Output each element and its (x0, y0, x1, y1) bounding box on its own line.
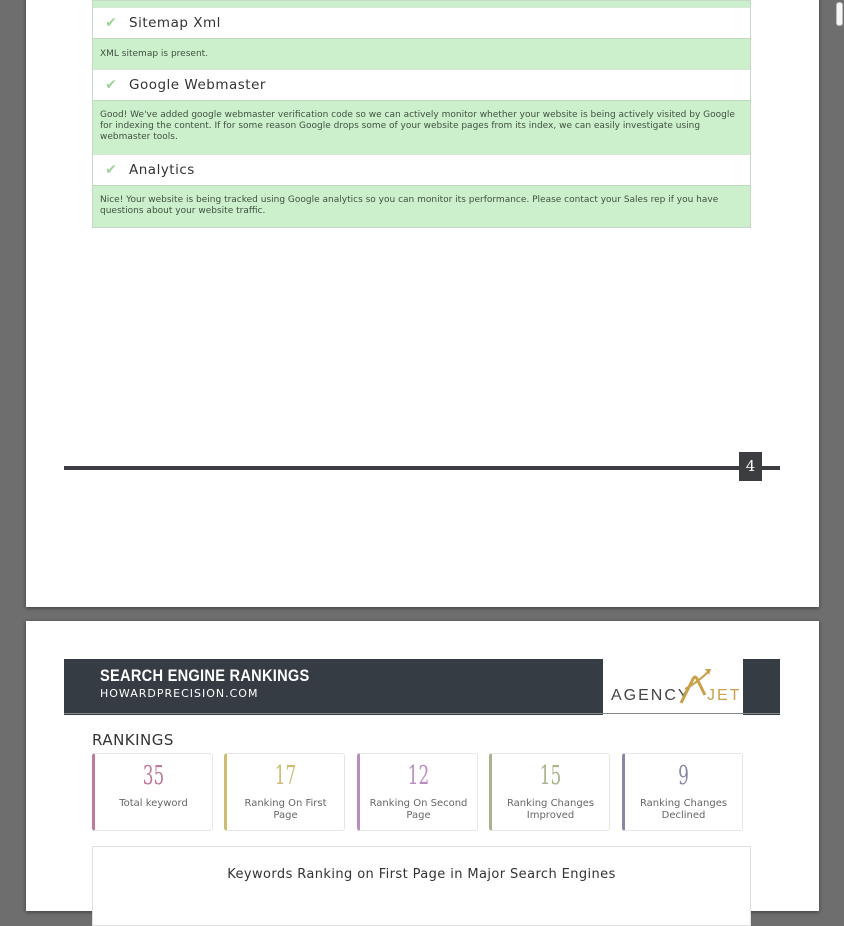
banner-title: SEARCH ENGINE RANKINGS (100, 666, 310, 685)
seo-checklist (92, 0, 751, 228)
stat-label: Ranking Changes Declined (639, 798, 728, 821)
check-label: Google Webmaster (129, 77, 266, 93)
agency-logo (600, 659, 746, 715)
check-row-google-webmaster (93, 69, 750, 100)
checkmark-icon: ✔ (105, 77, 117, 93)
banner-subtitle: HOWARDPRECISION.COM (100, 687, 259, 700)
check-description-text: Good! We've added google webmaster verification code so we can actively monitor whether your website is being actively visited by Google for indexing the content. If for some reason Google drops some of your website pages from its index, we can easily investigate using webmaster tools. (100, 110, 735, 142)
check-description (93, 185, 750, 227)
stat-value: 17 (274, 761, 297, 791)
banner-underline (64, 713, 780, 714)
report-page-4 (26, 0, 819, 607)
stat-card-second-page (357, 753, 478, 831)
stat-label: Ranking Changes Improved (506, 798, 595, 821)
stat-value: 35 (142, 761, 165, 791)
logo-text-jet: JET (707, 687, 742, 704)
checkmark-icon: ✔ (105, 162, 117, 178)
check-row-analytics (93, 154, 750, 185)
report-page-5 (26, 621, 819, 911)
check-row-sitemap (93, 7, 750, 38)
check-description-text: Nice! Your website is being tracked using Google analytics so you can monitor its performance. Please contact your Sales rep if you have questions about your website traffic. (100, 195, 719, 216)
check-description (93, 38, 750, 69)
check-description-text: XML sitemap is present. (100, 49, 209, 59)
page-footer-rule (64, 466, 780, 470)
stat-card-declined (622, 753, 743, 831)
scrollbar-thumb[interactable] (836, 2, 843, 26)
check-label: Sitemap Xml (129, 15, 221, 31)
stat-label: Ranking On First Page (244, 798, 327, 821)
section-banner (64, 659, 780, 715)
stat-card-total-keyword (92, 753, 213, 831)
check-description (93, 100, 750, 154)
stat-label: Ranking On Second Page (369, 798, 468, 821)
page-number: 4 (739, 452, 762, 481)
stat-value: 9 (678, 761, 689, 791)
checkmark-icon: ✔ (105, 15, 117, 31)
rankings-heading: RANKINGS (92, 731, 174, 749)
check-label: Analytics (129, 162, 195, 178)
stat-value: 12 (407, 761, 430, 791)
stat-card-first-page (224, 753, 345, 831)
chart-title: Keywords Ranking on First Page in Major Search Engines (227, 867, 616, 882)
stat-value: 15 (539, 761, 562, 791)
stat-card-improved (489, 753, 610, 831)
first-page-rankings-chart (92, 846, 751, 926)
logo-text-agency: AGENCY (611, 687, 691, 704)
stat-label: Total keyword (119, 798, 188, 809)
